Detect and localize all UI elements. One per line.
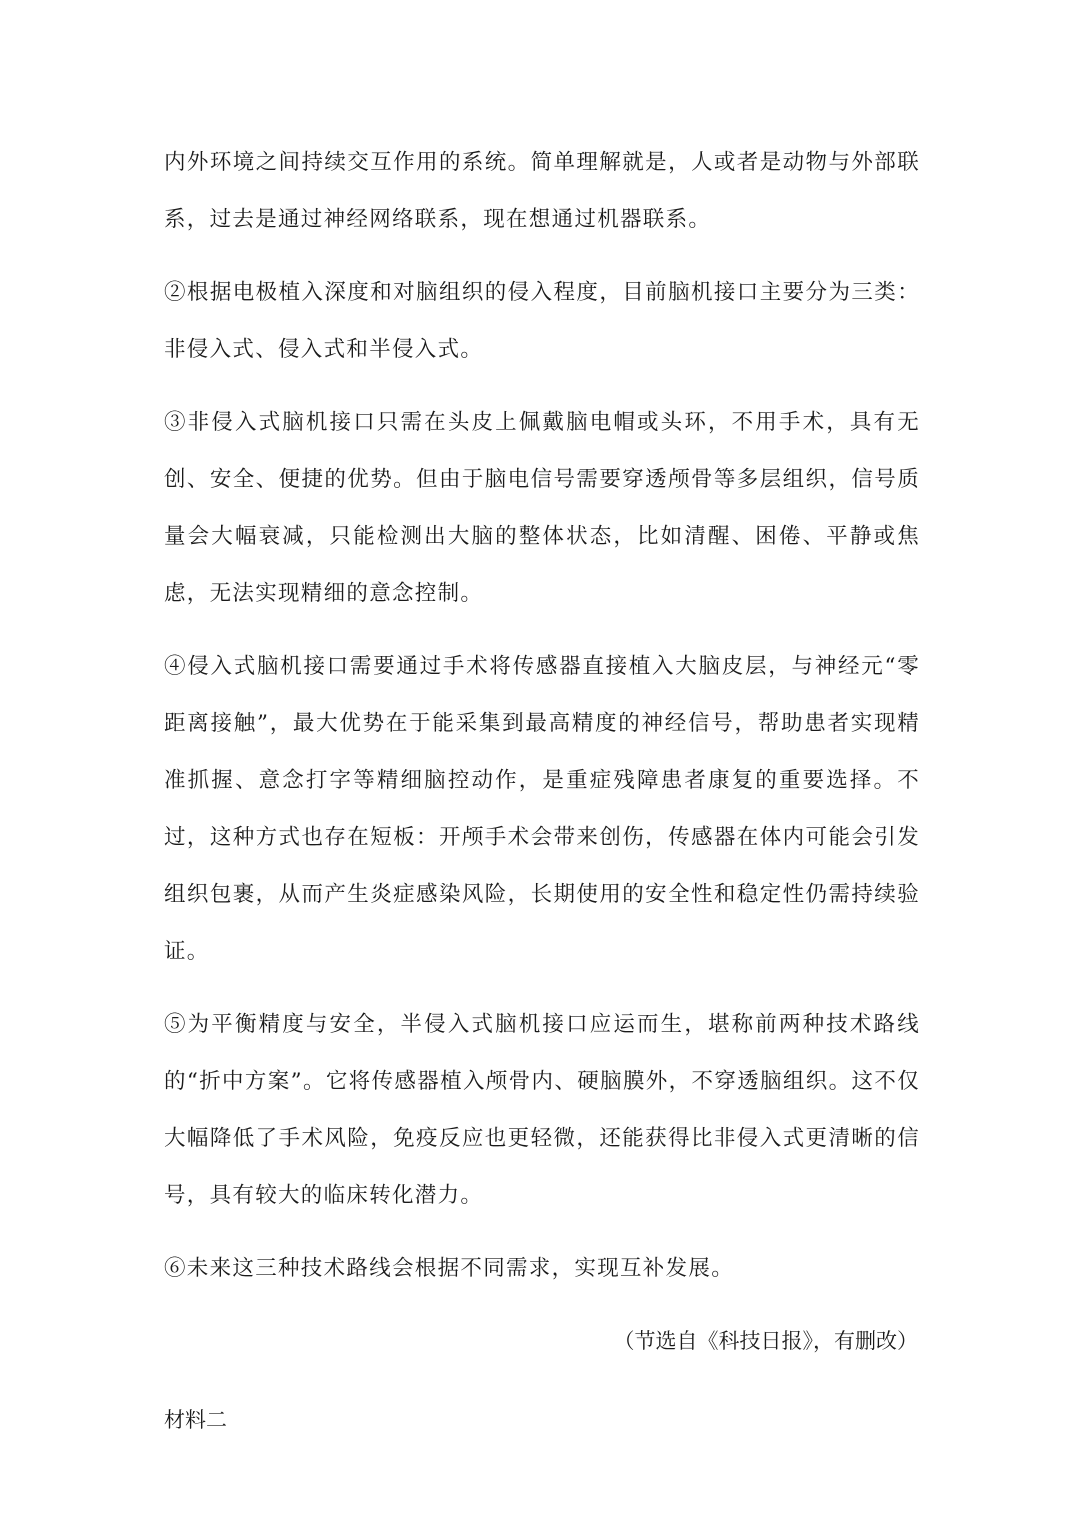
paragraph-1: 内外环境之间持续交互作用的系统。简单理解就是，人或者是动物与外部联系，过去是通过神经网络联系，现在想通过机器联系。 xyxy=(164,150,920,232)
article-body xyxy=(164,134,920,1449)
paragraph-6: ⑥未来这三种技术路线会根据不同需求，实现互补发展。 xyxy=(164,1256,735,1281)
source-citation: （节选自《科技日报》，有删改） xyxy=(613,1329,918,1353)
paragraph-2: ②根据电极植入深度和对脑组织的侵入程度，目前脑机接口主要分为三类：非侵入式、侵入式和半侵入式。 xyxy=(164,280,920,362)
paragraph-5: ⑤为平衡精度与安全，半侵入式脑机接口应运而生，堪称前两种技术路线的“折中方案”。它将传感器植入颅骨内、硬脑膜外，不穿透脑组织。这不仅大幅降低了手术风险，免疫反应也更轻微，还能获得比非侵入式更清晰的信号，具有较大的临床转化潜力。 xyxy=(164,1012,920,1208)
paragraph-4: ④侵入式脑机接口需要通过手术将传感器直接植入大脑皮层，与神经元“零距离接触”，最大优势在于能采集到最高精度的神经信号，帮助患者实现精准抓握、意念打字等精细脑控动作，是重症残障患者康复的重要选择。不过，这种方式也存在短板：开颅手术会带来创伤，传感器在体内可能会引发组织包裹，从而产生炎症感染风险，长期使用的安全性和稳定性仍需持续验证。 xyxy=(164,654,920,964)
paragraph-3: ③非侵入式脑机接口只需在头皮上佩戴脑电帽或头环，不用手术，具有无创、安全、便捷的优势。但由于脑电信号需要穿透颅骨等多层组织，信号质量会大幅衰减，只能检测出大脑的整体状态，比如清醒、困倦、平静或焦虑，无法实现精细的意念控制。 xyxy=(164,410,920,606)
section-label: 材料二 xyxy=(164,1408,227,1432)
